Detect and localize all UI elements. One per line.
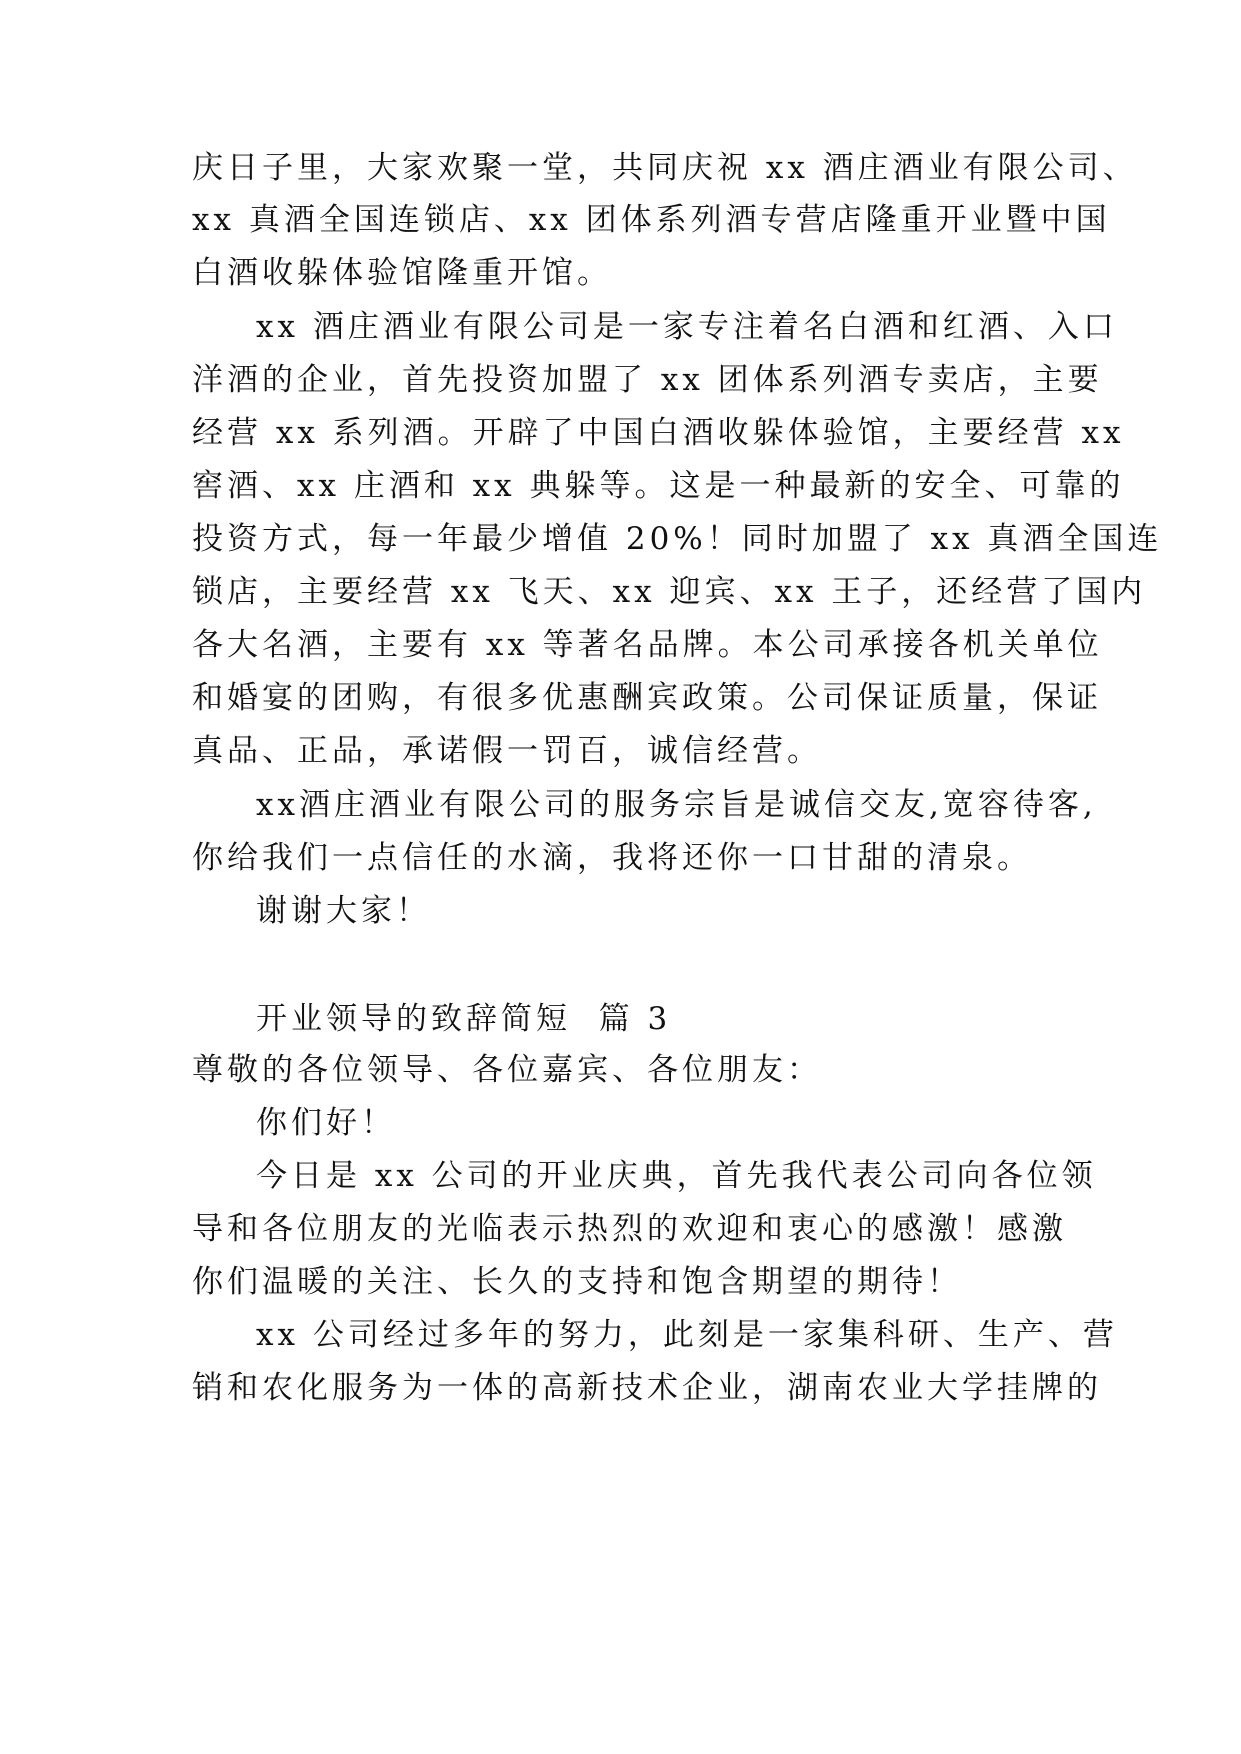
text-line-22: xx 公司经过多年的努力，此刻是一家集科研、生产、营: [256, 1317, 1118, 1353]
salutation: 尊敬的各位领导、各位嘉宾、各位朋友：: [192, 1052, 822, 1088]
text-line-21: 你们温暖的关注、长久的支持和饱含期望的期待！: [192, 1264, 962, 1300]
text-line-10: 各大名酒，主要有 xx 等著名品牌。本公司承接各机关单位: [192, 627, 1103, 663]
text-line-3: 白酒收躲体验馆隆重开馆。: [192, 255, 612, 291]
text-line-13: xx酒庄酒业有限公司的服务宗旨是诚信交友,宽容待客,: [256, 787, 1097, 823]
text-line-7: 窖酒、xx 庄酒和 xx 典躲等。这是一种最新的安全、可靠的: [192, 468, 1125, 504]
text-line-14: 你给我们一点信任的水滴，我将还你一口甘甜的清泉。: [192, 840, 1032, 876]
text-line-9: 锁店，主要经营 xx 飞天、xx 迎宾、xx 王子，还经营了国内: [192, 574, 1147, 610]
text-line-1: 庆日子里，大家欢聚一堂，共同庆祝 xx 酒庄酒业有限公司、: [192, 150, 1138, 186]
text-line-12: 真品、正品，承诺假一罚百，诚信经营。: [192, 733, 822, 769]
text-line-20: 导和各位朋友的光临表示热烈的欢迎和衷心的感激！感激: [192, 1211, 1067, 1247]
text-line-19: 今日是 xx 公司的开业庆典，首先我代表公司向各位领: [256, 1158, 1097, 1194]
text-line-6: 经营 xx 系列酒。开辟了中国白酒收躲体验馆，主要经营 xx: [192, 415, 1125, 451]
text-line-15: 谢谢大家！: [256, 893, 431, 929]
text-line-8: 投资方式，每一年最少增值 20%！同时加盟了 xx 真酒全国连: [192, 521, 1163, 557]
text-line-4: xx 酒庄酒业有限公司是一家专注着名白酒和红酒、入口: [256, 309, 1118, 345]
text-line-23: 销和农化服务为一体的高新技术企业，湖南农业大学挂牌的: [192, 1370, 1102, 1406]
text-line-11: 和婚宴的团购，有很多优惠酬宾政策。公司保证质量，保证: [192, 680, 1102, 716]
text-line-5: 洋酒的企业，首先投资加盟了 xx 团体系列酒专卖店，主要: [192, 362, 1103, 398]
section-heading: 开业领导的致辞简短 篇 3: [256, 1001, 672, 1037]
greeting: 你们好！: [256, 1105, 396, 1141]
text-line-2: xx 真酒全国连锁店、xx 团体系列酒专营店隆重开业暨中国: [192, 202, 1111, 238]
